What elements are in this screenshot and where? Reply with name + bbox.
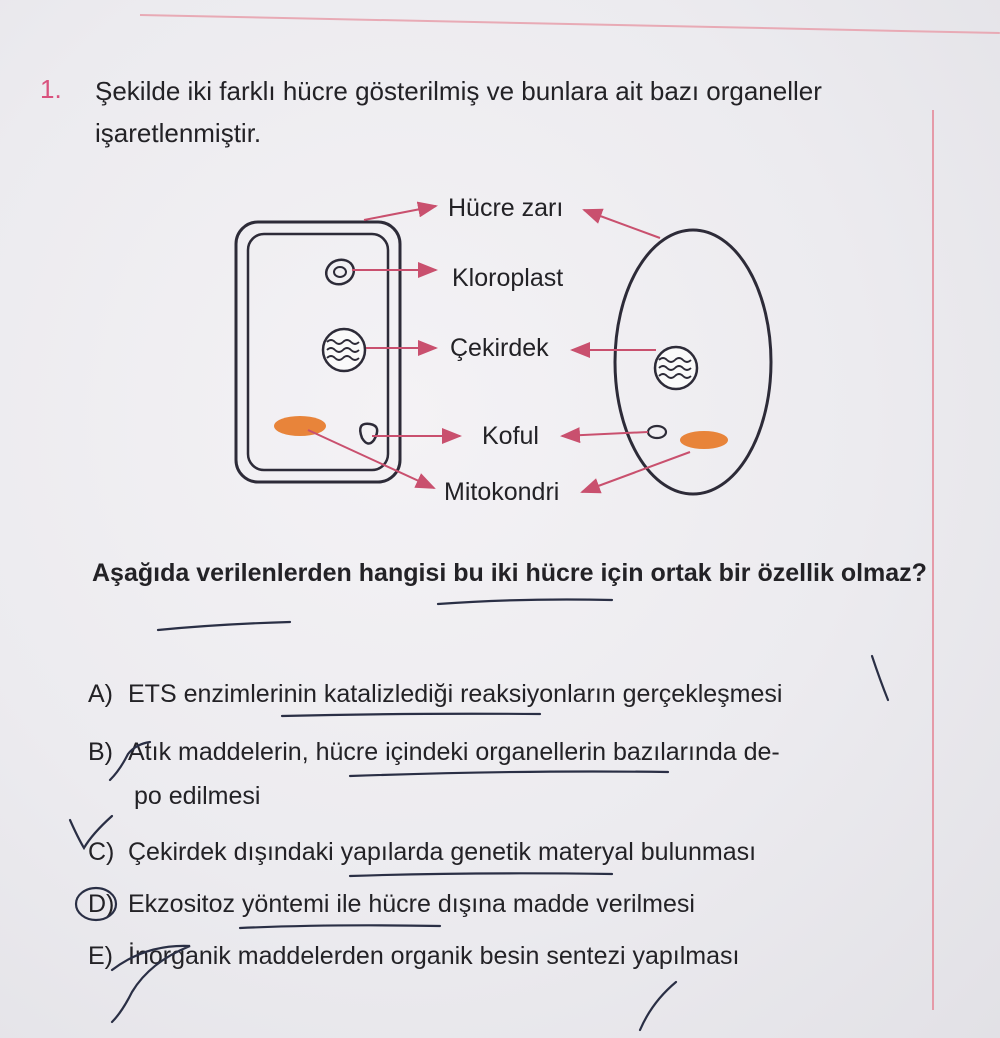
option-a-text: ETS enzimlerinin katalizlediği reaksiyonların gerçekleşmesi: [128, 680, 783, 708]
option-c-letter: C): [88, 838, 115, 866]
underline-b: [350, 772, 668, 777]
scribble-e: [112, 946, 190, 1022]
label-mitochondria: Mitokondri: [444, 478, 560, 506]
underline-a: [282, 714, 540, 716]
question-text: Şekilde iki farklı hücre gösterilmiş ve bunlara ait bazı organeller işaretlenmiştir.: [95, 76, 822, 148]
option-e-letter: E): [88, 942, 113, 970]
option-b-letter: B): [88, 738, 113, 766]
label-nucleus: Çekirdek: [450, 334, 549, 362]
option-e-text: İnorganik maddelerden organik besin sentezi yapılması: [128, 942, 740, 970]
underline-prompt-2: [158, 622, 290, 630]
label-chloroplast: Kloroplast: [452, 264, 564, 292]
label-cell-membrane: Hücre zarı: [448, 194, 564, 222]
option-b-continuation: po edilmesi: [134, 782, 261, 810]
option-c-text: Çekirdek dışındaki yapılarda genetik materyal bulunması: [128, 838, 757, 866]
question-number: 1.: [40, 74, 62, 104]
option-d-text: Ekzositoz yöntemi ile hücre dışına madde verilmesi: [128, 890, 695, 918]
pen-stroke-bottom: [640, 982, 676, 1030]
check-mark-c: [70, 816, 112, 848]
circle-d: [76, 888, 116, 920]
label-vacuole: Koful: [482, 422, 539, 450]
option-a-letter: A): [88, 680, 113, 708]
underline-c: [350, 873, 612, 876]
option-d-letter: D): [88, 890, 115, 918]
underline-prompt-1: [438, 600, 612, 605]
option-b-text: Atık maddelerin, hücre içindeki organellerin bazılarında de-: [128, 738, 780, 766]
pen-stroke-right: [872, 656, 888, 700]
check-mark-b: [110, 742, 150, 780]
underline-d: [240, 925, 440, 928]
question-prompt: Aşağıda verilenlerden hangisi bu iki hücre için ortak bir özellik olmaz?: [92, 559, 927, 587]
